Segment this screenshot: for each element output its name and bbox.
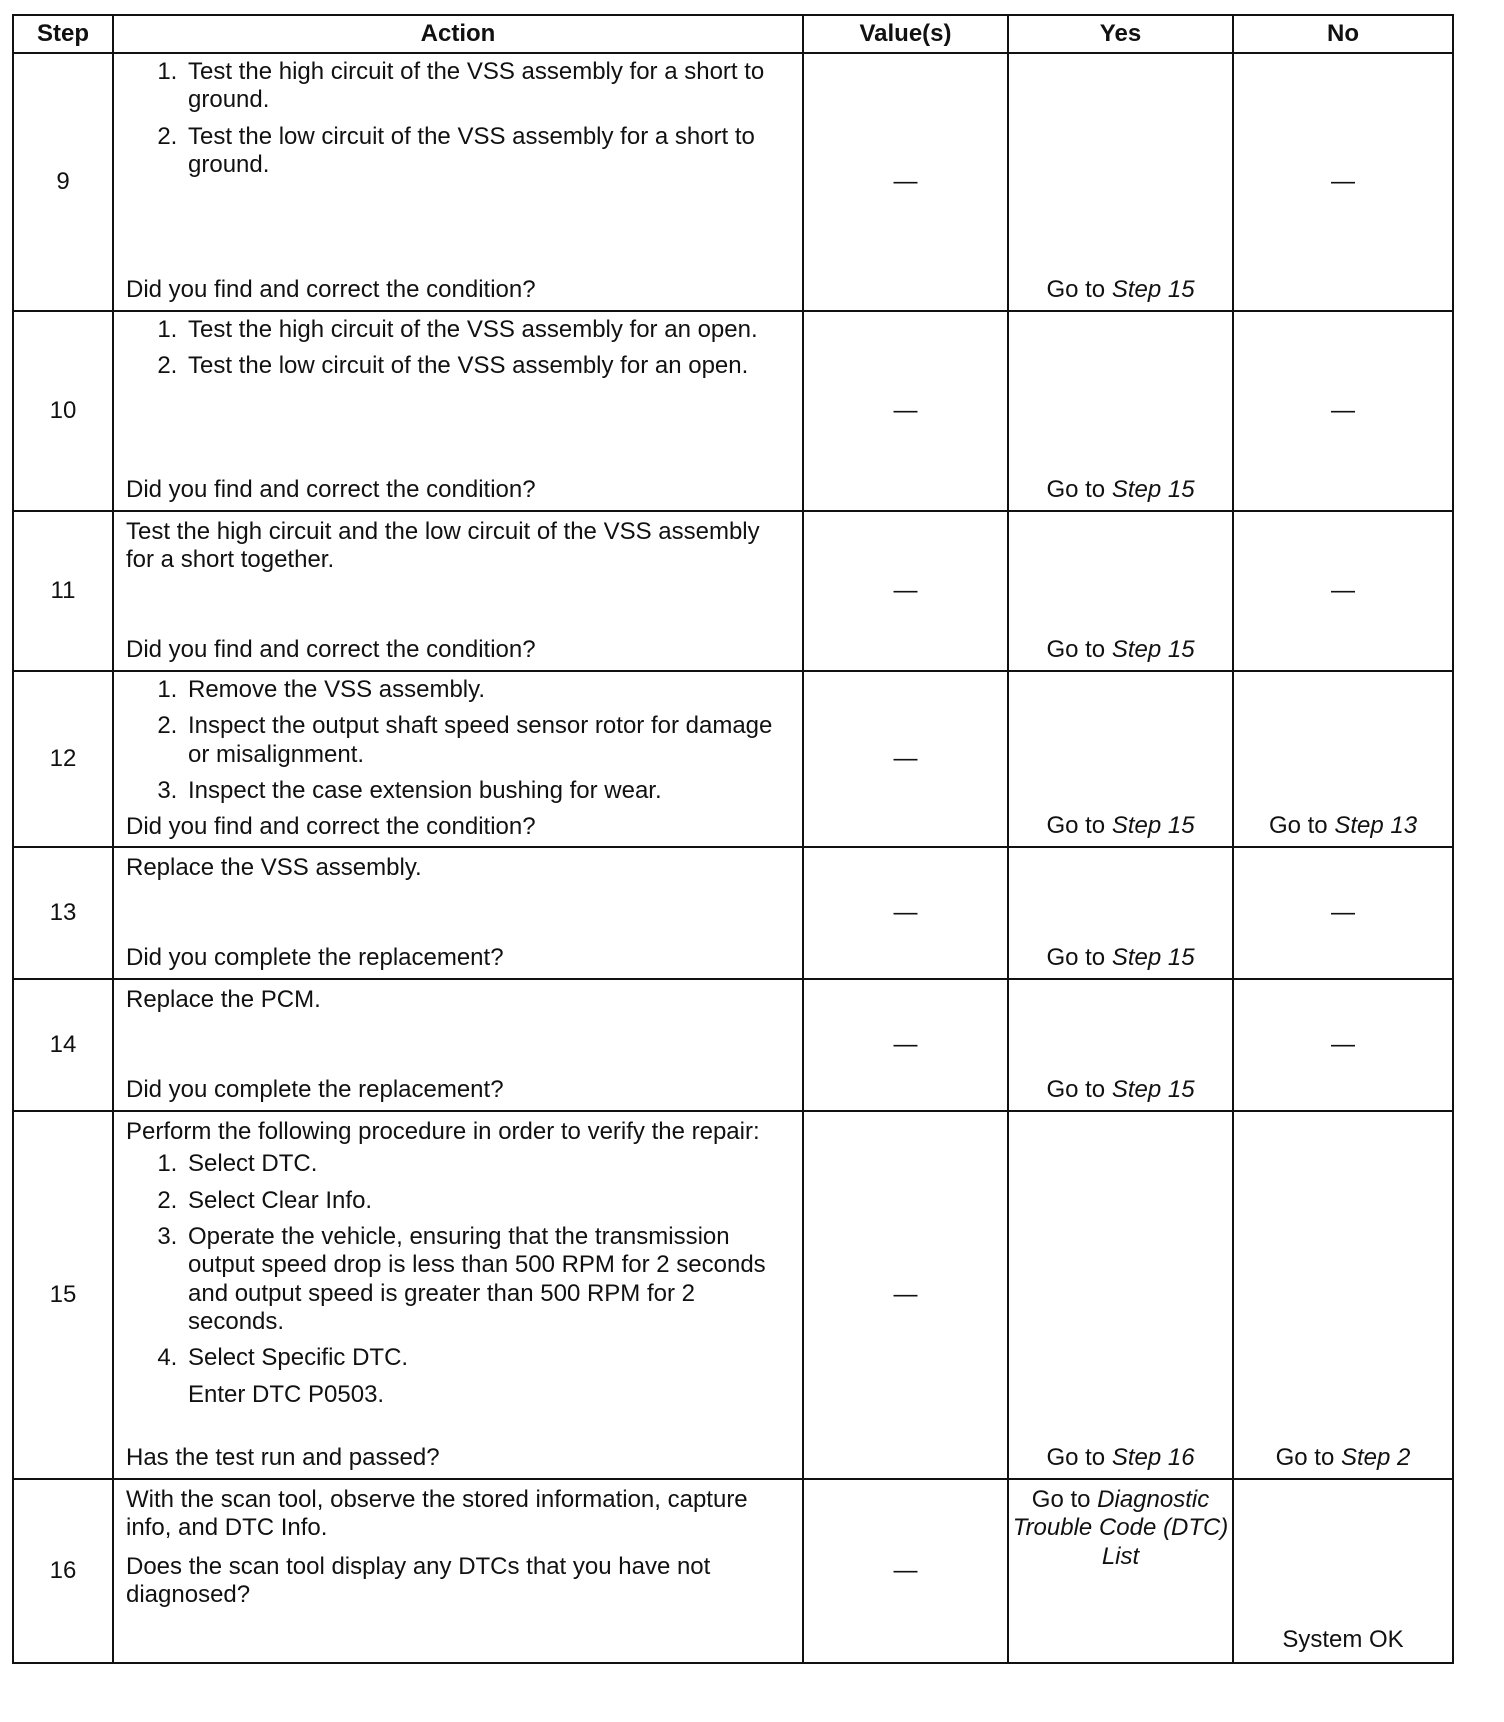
goto-step-link: Step 15 [1111,275,1195,303]
no-cell: — [1233,311,1453,511]
yes-cell [1008,1479,1233,1663]
goto-prefix: Go to [1046,275,1106,303]
action-text: Perform the following procedure in order to verify the repair: [126,1118,760,1145]
step-number: 14 [13,979,113,1111]
step-number: 12 [13,671,113,847]
action-item: 2. Select Clear Info. [184,1187,792,1215]
goto-step-link: Step 15 [1111,811,1195,839]
action-item: 2. Test the low circuit of the VSS assembly for an open. [184,352,792,380]
action-item: 1. Remove the VSS assembly. [184,676,792,704]
goto-step-link: Step 16 [1111,1443,1195,1471]
step-number: 13 [13,847,113,979]
step-number: 15 [13,1111,113,1479]
value-cell: — [803,53,1008,311]
yes-cell [1008,671,1233,847]
action-text: Replace the PCM. [126,986,321,1013]
action-cell [113,847,803,979]
yes-cell [1008,511,1233,671]
action-text: Test the high circuit and the low circuit of the VSS assembly for a short together. [126,518,760,574]
step-number: 16 [13,1479,113,1663]
table-row [13,979,1453,1111]
goto-dtc-list-link: Diagnostic Trouble Code (DTC) List [1012,1486,1229,1570]
diagnostic-table [12,14,1454,1664]
header-values: Value(s) [803,15,1008,53]
action-cell [113,1479,803,1663]
table-row [13,311,1453,511]
action-question: Did you find and correct the condition? [126,813,536,841]
goto-step-link: Step 15 [1111,635,1195,663]
action-text: Replace the VSS assembly. [126,854,422,881]
value-cell: — [803,1111,1008,1479]
value-cell: — [803,671,1008,847]
goto-prefix: Go to [1046,635,1106,663]
goto-step-link: Step 2 [1340,1443,1411,1471]
action-question: Did you find and correct the condition? [126,475,536,503]
action-text: With the scan tool, observe the stored information, capture info, and DTC Info. [126,1486,748,1542]
no-cell: — [1233,979,1453,1111]
goto-step-link: Step 13 [1334,811,1418,839]
no-cell [1233,1479,1453,1663]
table-row [13,1479,1453,1663]
no-cell [1233,671,1453,847]
table-row [13,53,1453,311]
action-question: Did you find and correct the condition? [126,275,536,303]
goto-prefix: Go to [1046,943,1106,971]
goto-prefix: Go to [1046,1075,1106,1103]
header-step: Step [13,15,113,53]
no-cell [1233,1111,1453,1479]
action-question: Does the scan tool display any DTCs that you have not diagnosed? [126,1552,711,1608]
goto-prefix: Go to [1046,1443,1106,1471]
yes-cell [1008,53,1233,311]
action-cell [113,511,803,671]
table-row [13,1111,1453,1479]
value-cell: — [803,1479,1008,1663]
system-ok-text: System OK [1282,1625,1404,1653]
value-cell: — [803,311,1008,511]
yes-cell [1008,847,1233,979]
goto-prefix: Go to [1268,811,1328,839]
step-number: 11 [13,511,113,671]
action-question: Has the test run and passed? [126,1443,440,1471]
goto-step-link: Step 15 [1111,943,1195,971]
action-list [126,1150,792,1380]
action-question: Did you find and correct the condition? [126,635,536,663]
no-cell: — [1233,847,1453,979]
action-item: 3. Operate the vehicle, ensuring that the transmission output speed drop is less than 500 RPM for 2 seconds and output speed is greater than 500 RPM for 2 seconds. [184,1223,792,1336]
yes-cell [1008,311,1233,511]
table-row [13,511,1453,671]
goto-step-link: Step 15 [1111,475,1195,503]
action-cell [113,1111,803,1479]
step-number: 9 [13,53,113,311]
action-cell [113,671,803,847]
action-item: 1. Test the high circuit of the VSS assembly for a short to ground. [184,58,792,115]
action-list [126,58,792,187]
goto-step-link: Step 15 [1111,1075,1195,1103]
header-action: Action [113,15,803,53]
value-cell: — [803,979,1008,1111]
action-item: 4. Select Specific DTC. [184,1344,792,1372]
action-item: 1. Test the high circuit of the VSS assembly for an open. [184,316,792,344]
goto-prefix: Go to [1275,1443,1335,1471]
action-list [126,676,792,813]
header-row [13,15,1453,53]
no-cell: — [1233,53,1453,311]
goto-prefix: Go to [1031,1486,1091,1513]
header-no: No [1233,15,1453,53]
action-cell [113,979,803,1111]
table-row [13,847,1453,979]
yes-cell [1008,1111,1233,1479]
action-cell [113,311,803,511]
action-item: 3. Inspect the case extension bushing for wear. [184,777,792,805]
table-row [13,671,1453,847]
step-number: 10 [13,311,113,511]
action-question: Did you complete the replacement? [126,943,504,971]
header-yes: Yes [1008,15,1233,53]
action-subtext: Enter DTC P0503. [188,1380,385,1408]
no-cell: — [1233,511,1453,671]
action-list [126,316,792,389]
value-cell: — [803,847,1008,979]
action-item: 2. Test the low circuit of the VSS assembly for a short to ground. [184,123,792,180]
action-item: 2. Inspect the output shaft speed sensor rotor for damage or misalignment. [184,712,792,769]
action-cell [113,53,803,311]
action-item: 1. Select DTC. [184,1150,792,1178]
goto-prefix: Go to [1046,475,1106,503]
value-cell: — [803,511,1008,671]
action-question: Did you complete the replacement? [126,1075,504,1103]
goto-prefix: Go to [1046,811,1106,839]
yes-cell [1008,979,1233,1111]
